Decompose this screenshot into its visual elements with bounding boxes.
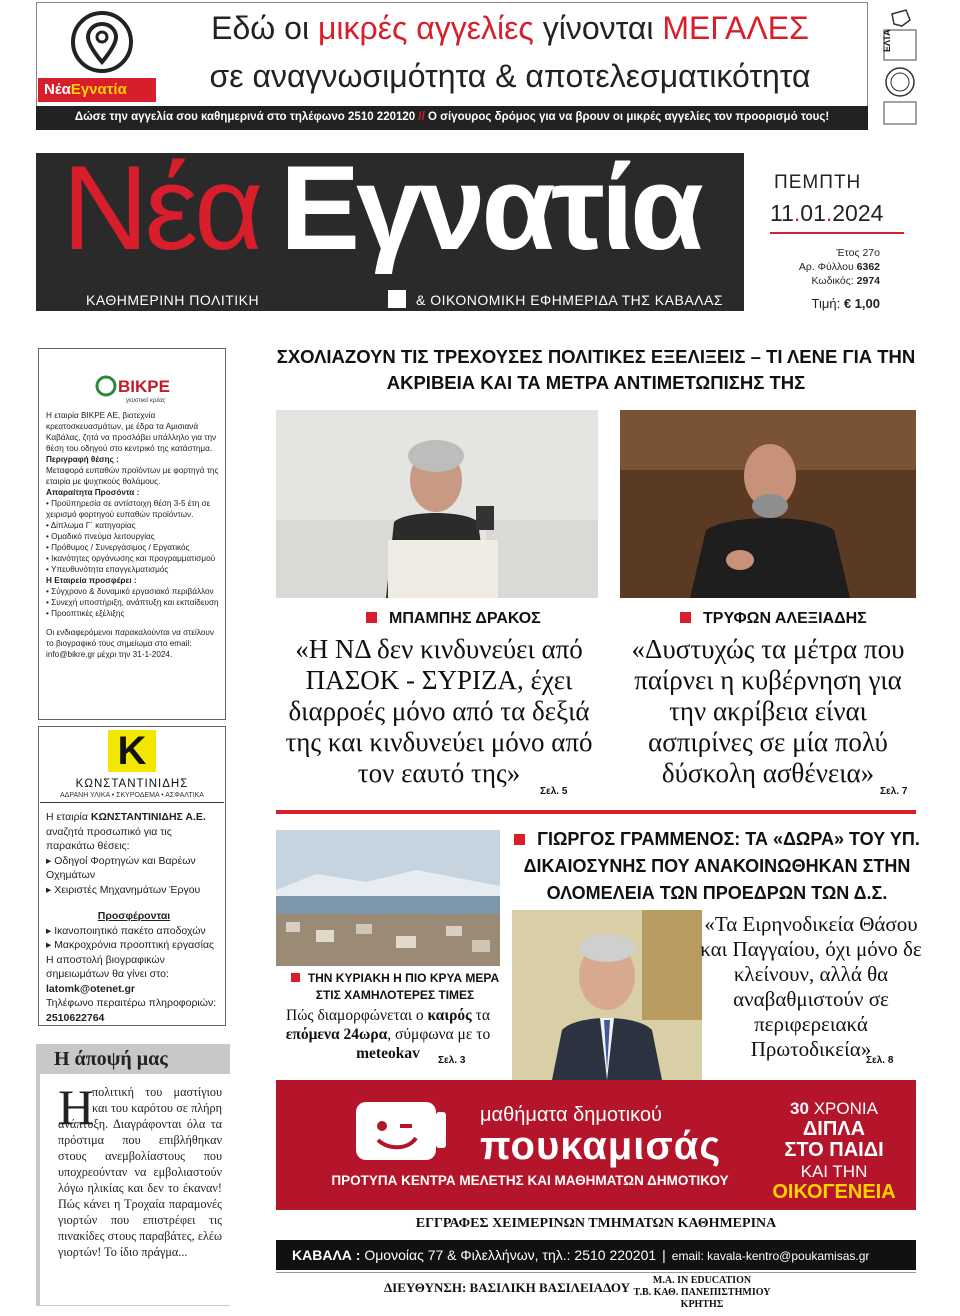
page-ref-7: Σελ. 7 xyxy=(880,786,908,797)
list-item: ▸ Οδηγοί Φορτηγών και Βαρέων Οχημάτων xyxy=(46,854,196,881)
issue-date: 11.01.2024 xyxy=(770,200,884,226)
vikre-heading-position: Περιγραφή θέσης : xyxy=(46,455,119,464)
vikre-outro: Οι ενδιαφερόμενοι παρακαλούνται να στείλουν το βιογραφικό τους σημείωμα στο email: info@bikre.gr μέχρι την 31-1-2024. xyxy=(46,628,214,659)
banner-subline: σε αναγνωσιμότητα & αποτελεσματικότητα xyxy=(209,58,811,94)
vikre-logo-text: ΒΙΚΡΕ xyxy=(118,377,170,396)
konstantinidis-name: ΚΩΝΣΤΑΝΤΙΝΙΔΗΣ xyxy=(75,778,189,790)
banner-headline: Εδώ οι μικρές αγγελίες γίνονται ΜΕΓΑΛΕΣ xyxy=(211,10,809,46)
list-item: • Ομαδικό πνεύμα λειτουργίας xyxy=(46,532,155,541)
location-pin-icon xyxy=(70,10,134,80)
konstantinidis-tagline: ΑΔΡΑΝΗ ΥΛΙΚΑ • ΣΚΥΡΟΔΕΜΑ • ΑΣΦΑΛΤΙΚΑ xyxy=(60,792,204,799)
photo-drakos xyxy=(276,410,598,598)
red-square-icon xyxy=(514,834,525,845)
ad-enrollment: ΕΓΓΡΑΦΕΣ ΧΕΙΜΕΡΙΝΩΝ ΤΜΗΜΑΤΩΝ ΚΑΘΗΜΕΡΙΝΑ xyxy=(415,1216,777,1231)
nea-egnatia-badge: ΝέαΕγνατία xyxy=(38,78,156,102)
vikre-heading-offers: Η Εταιρεία προσφέρει : xyxy=(46,576,137,585)
elta-label: ΕΛΤΑ xyxy=(882,29,892,52)
vikre-logo xyxy=(92,370,182,406)
list-item: • Πρόθυμος / Συνεργάσιμος / Εργατικός xyxy=(46,543,190,552)
list-item: • Υπευθυνότητα επαγγελματισμός xyxy=(46,565,169,574)
vikre-ad-text xyxy=(46,410,222,660)
page-ref-3: Σελ. 3 xyxy=(438,1055,466,1066)
vikre-logo-sub: γευστικό κρέας xyxy=(126,398,166,404)
story-grammenos-headline: ΓΙΩΡΓΟΣ ΓΡΑΜΜΕΝΟΣ: ΤΑ «ΔΩΡΑ» ΤΟΥ ΥΠ. ΔΙΚΑΙΟΣΥΝΗΣ ΠΟΥ ΑΝΑΚΟΙΝΩΘΗΚΑΝ ΣΤΗΝ ΟΛΟΜΕΛΕΙΑ ΤΩΝ ΠΡΟΕΔΡΩΝ ΤΩΝ Δ.Σ. xyxy=(512,826,922,907)
list-item: • Συνεχή υποστήριξη, ανάπτυξη και εκπαίδευση xyxy=(46,598,219,607)
ad-brand-name: πουκαμισάς xyxy=(480,1124,722,1168)
list-item: • Δίπλωμα Γ΄ κατηγορίας xyxy=(46,521,136,530)
konstantinidis-phone: 2510622764 xyxy=(46,1011,105,1024)
issue-meta: Έτος 27ο Αρ. Φύλλου 6362 Κωδικός: 2974 xyxy=(798,247,880,287)
konstantinidis-ad-text xyxy=(46,810,222,1025)
issue-day: ΠΕΜΠΤΗ xyxy=(774,172,862,193)
masthead-title-egnatia: Εγνατία xyxy=(280,141,700,275)
konstantinidis-intro: Η εταιρία ΚΩΝΣΤΑΝΤΙΝΙΔΗΣ Α.Ε. αναζητά προσωπικό για τις παρακάτω θέσεις: xyxy=(46,811,206,852)
quote-alexiadis: «Δυστυχώς τα μέτρα που παίρνει η κυβέρνηση για την ακρίβεια είναι ασπιρίνες σε μία πολύ δύσκολη ασθένεια» xyxy=(631,634,905,788)
list-item: • Σύγχρονο & δυναμικό εργασιακό περιβάλλον xyxy=(46,587,214,596)
chalkboard-smile-icon xyxy=(352,1098,448,1168)
byline-alexiadis: ΤΡΥΦΩΝ ΑΛΕΞΙΑΔΗΣ xyxy=(680,610,867,628)
opinion-body: πολιτική του μαστίγιου και του καρότου σε πλήρη ανάπτυξη. Διαγράφονται όλα τα πρόστιμα που επιβλήθηκαν στους ανεμβολίαστους που υποχρεούνταν να εμβολιαστούν λόγω ηλικίας και δεν το έκαναν! Πώς κάνει η Τροχαία παραμονές γιορτών που επιστρέφει τις πινακίδες στους παραβάτες, ελέω γιορτών! Το ίδιο πράγμα... xyxy=(58,1085,222,1259)
list-item: • Προϋπηρεσία σε αντίστοιχη θέση 3-5 έτη σε χειρισμό φορτηγού ευπαθών προϊόντων. xyxy=(46,499,211,519)
masthead-subtitle-1: ΚΑΘΗΜΕΡΙΝΗ ΠΟΛΙΤΙΚΗ xyxy=(86,292,260,308)
ad-director: ΔΙΕΥΘΥΝΣΗ: ΒΑΣΙΛΙΚΗ ΒΑΣΙΛΕΙΑΔΟΥ xyxy=(384,1280,631,1295)
red-square-icon xyxy=(680,612,691,623)
postage-stamps xyxy=(878,8,922,126)
masthead-title-nea: Νέα xyxy=(62,141,260,275)
ad-tagline: ΠΡΟΤΥΠΑ ΚΕΝΤΡΑ ΜΕΛΕΤΗΣ ΚΑΙ ΜΑΘΗΜΑΤΩΝ ΔΗΜΟΤΙΚΟΥ xyxy=(331,1173,729,1188)
list-item: ▸ Μακροχρόνια προοπτική εργασίας xyxy=(46,939,215,951)
vikre-heading-requirements: Απαραίτητα Προσόντα : xyxy=(46,488,140,497)
opinion-dropcap: Η xyxy=(58,1079,95,1135)
list-item: ▸ Χειριστές Μηχανημάτων Έργου xyxy=(46,883,201,896)
konstantinidis-logo: Κ xyxy=(108,730,156,772)
photo-grammenos xyxy=(512,910,702,1080)
list-item: • Προοπτικές εξέλιξης xyxy=(46,609,125,618)
vikre-intro: Η εταιρία ΒΙΚΡΕ ΑΕ, βιοτεχνία κρεατοσκευασμάτων, με έδρα τα Αμισιανά Καβάλας, ζητά να προσλάβει υπάλληλο για την θέση του οδηγού στο κεντρικό της κατάστημα. xyxy=(46,411,217,453)
photo-alexiadis xyxy=(620,410,916,598)
vikre-position-desc: Μεταφορά ευπαθών προϊόντων με φορτηγά της εταιρία με ψυχτικούς θαλάμους. xyxy=(46,466,219,486)
ad-lessons-label: μαθήματα δημοτικού xyxy=(480,1104,662,1126)
photo-kavala-view xyxy=(276,830,500,966)
quote-grammenos: «Τα Ειρηνοδικεία Θάσου και Παγγαίου, όχι μόνο δε κλείνουν, αλλά θα αναβαθμιστούν σε περιφερειακά Πρωτοδικεία» xyxy=(700,912,922,1061)
story-weather-text: Πώς διαμορφώνεται ο καιρός τα επόμενα 24ωρα, σύμφωνα με το meteokav xyxy=(285,1007,491,1062)
ad-contact-bar: ΚΑΒΑΛΑ : Ομονοίας 77 & Φιλελλήνων, τηλ.: 2510 220201 | email: kavala-kentro@poukamisas.gr xyxy=(276,1240,916,1270)
konstantinidis-phone-label: Τηλέφωνο περαιτέρω πληροφοριών: xyxy=(46,997,217,1009)
masthead-block xyxy=(388,290,406,308)
red-divider xyxy=(276,810,916,814)
byline-drakos: ΜΠΑΜΠΗΣ ΔΡΑΚΟΣ xyxy=(366,610,541,628)
banner-phone-strip: Δώσε την αγγελία σου καθημερινά στο τηλέφωνο 2510 220120 // Ο σίγουρος δρόμος για να βρουν οι μικρές αγγελίες τον προορισμό τους! xyxy=(36,106,868,130)
divider xyxy=(40,802,224,803)
page-ref-8: Σελ. 8 xyxy=(866,1055,894,1066)
page-ref-5: Σελ. 5 xyxy=(540,786,568,797)
issue-price: Τιμή: € 1,00 xyxy=(811,296,880,311)
konstantinidis-cv: Η αποστολή βιογραφικών σημειωμάτων θα γίνει στο: latomk@otenet.gr xyxy=(46,953,169,995)
red-square-icon xyxy=(291,973,300,982)
main-headline: ΣΧΟΛΙΑΖΟΥΝ ΤΙΣ ΤΡΕΧΟΥΣΕΣ ΠΟΛΙΤΙΚΕΣ ΕΞΕΛΙΞΕΙΣ – ΤΙ ΛΕΝΕ ΓΙΑ ΤΗΝ ΑΚΡΙΒΕΙΑ ΚΑΙ ΤΑ ΜΕΤΡΑ ΑΝΤΙΜΕΤΩΠΙΣΗΣ ΤΗΣ xyxy=(276,346,916,393)
ad-30-years: 30 ΧΡΟΝΙΑ ΔΙΠΛΑ ΣΤΟ ΠΑΙΔΙ ΚΑΙ ΤΗΝ ΟΙΚΟΓΕΝΕΙΑ xyxy=(772,1099,896,1203)
red-square-icon xyxy=(366,612,377,623)
list-item: ▸ Ικανοποιητικό πακέτο αποδοχών xyxy=(46,924,206,937)
quote-drakos: «Η ΝΔ δεν κινδυνεύει από ΠΑΣΟΚ - ΣΥΡΙΖΑ, έχει διαρροές μόνο από τα δεξιά της και κινδυνεύει μόνο από τον εαυτό της» xyxy=(285,634,593,788)
date-underline xyxy=(770,232,904,234)
story-weather-headline: ΤΗΝ ΚΥΡΙΑΚΗ Η ΠΙΟ ΚΡΥΑ ΜΕΡΑ ΣΤΙΣ ΧΑΜΗΛΟΤΕΡΕΣ ΤΙΜΕΣ xyxy=(290,970,500,1004)
opinion-title: Η άποψή μας xyxy=(54,1048,168,1070)
list-item: • Ικανότητες οργάνωσης και προγραμματισμού xyxy=(46,554,216,563)
masthead-subtitle-2: & ΟΙΚΟΝΟΜΙΚΗ ΕΦΗΜΕΡΙΔΑ ΤΗΣ ΚΑΒΑΛΑΣ xyxy=(416,292,723,308)
ad-director-degrees: Μ.Α. IN EDUCATION Τ.Β. ΚΑΘ. ΠΑΝΕΠΙΣΤΗΜΙΟΥ ΚΡΗΤΗΣ xyxy=(633,1275,771,1310)
konstantinidis-offers-heading: Προσφέρονται xyxy=(97,910,171,922)
